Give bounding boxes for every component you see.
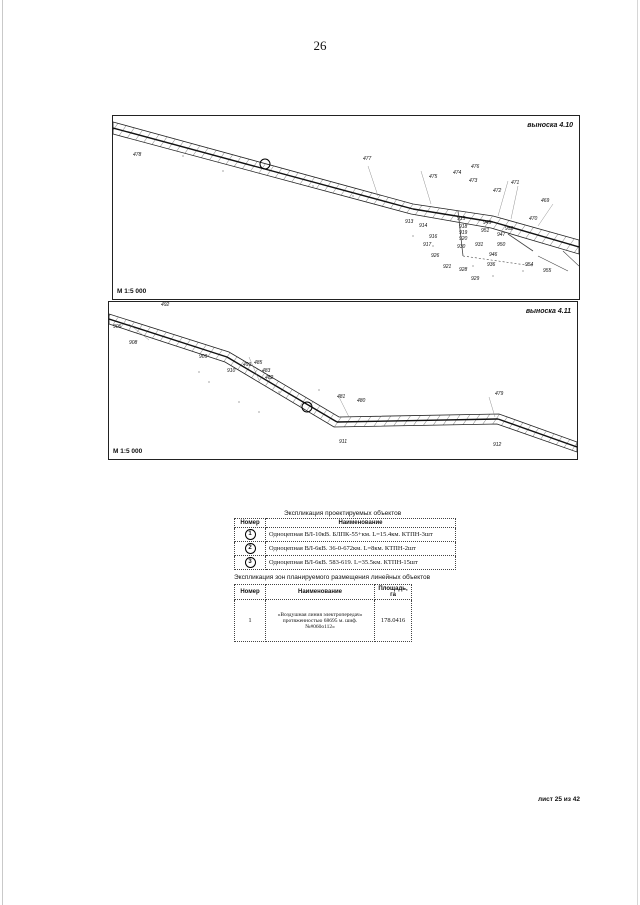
row-name: Одноцепная ВЛ-10кВ. БЛПК-55+км. L=15.4км. КТПН-3шт [266,528,456,542]
point-label: 919 [459,230,468,236]
point-label: 921 [443,264,452,270]
row-name: Одноцепная ВЛ-6кВ. 583-619. L=35.5км. КТПН-15шт [266,556,456,570]
point-label: 471 [511,180,520,186]
point-label: 911 [339,439,347,445]
point-label: 928 [459,267,468,273]
point-label: 915 [457,216,466,222]
point-label: 955 [543,268,552,274]
page-number: 26 [313,38,327,53]
row-number-badge: 1 [245,529,256,540]
point-label: 914 [419,223,428,229]
point-label: 936 [487,262,496,268]
scan-edge-right [637,0,638,905]
point-label: 491 [243,362,252,368]
point-label: 479 [495,391,504,397]
point-label: 470 [529,216,538,222]
table-row [235,542,456,556]
point-label: 946 [489,252,498,258]
table2 [234,584,412,642]
table-row [235,556,456,570]
map-inset-4-10 [112,115,580,300]
point-label: 920 [459,236,468,242]
table2-header-name: Наименование [266,585,375,600]
point-label: 910 [227,368,236,374]
table1-title: Экспликация проектируемых объектов [284,510,402,517]
table-row [235,600,412,642]
scale-label: М 1:5 000 [117,288,147,295]
table1-header-num: Номер [235,519,266,528]
point-label: 483 [262,368,271,374]
point-label: 906 [113,324,122,330]
point-label: 950 [497,242,506,248]
point-label: 469 [541,198,550,204]
point-label: 945 [483,220,492,226]
point-label: 916 [429,234,438,240]
point-label: 482 [265,375,274,381]
point-label: 478 [133,152,142,158]
point-label: 480 [357,398,366,404]
point-label: 947 [497,232,506,238]
point-label: 476 [471,164,480,170]
row-name: Одноцепная ВЛ-6кВ. 36-0-672км. L=8км. КТПН-2шт [266,542,456,556]
point-label: 481 [337,394,346,400]
point-label: 952 [505,226,514,232]
table1 [234,518,456,570]
scan-edge-left [2,0,3,905]
table-row [235,528,456,542]
row-number: 1 [235,600,266,642]
point-label: 908 [129,340,138,346]
point-label: 477 [363,156,372,162]
point-label: 474 [453,170,462,176]
point-label: 917 [423,242,432,248]
point-label: 472 [493,188,502,194]
callout-label: выноска 4.10 [527,122,573,129]
map-drawing [109,302,577,459]
row-number-badge: 3 [245,557,256,568]
table1-header-name: Наименование [266,519,456,528]
point-label: 909 [199,354,208,360]
point-label: 913 [405,219,414,225]
point-label: 931 [475,242,484,248]
point-label: 918 [459,224,468,230]
table2-header-num: Номер [235,585,266,600]
point-label: 954 [525,262,534,268]
table2-title: Экспликация зон планируемого размещения линейных объектов [234,574,431,581]
point-label: 485 [254,360,263,366]
callout-label: выноска 4.11 [525,308,571,315]
point-label: 912 [493,442,502,448]
row-name: «Воздушная линия электропередач» протяженностью 68695 м. шиф.№#060о112» [266,600,375,642]
table2-header-area: Площадь, га [375,585,412,600]
point-label: 492 [161,302,170,308]
sheet-number: лист 25 из 42 [537,796,580,803]
point-label: 926 [431,253,440,259]
point-label: 473 [469,178,478,184]
point-label: 951 [481,228,490,234]
scale-label: М 1:5 000 [113,448,143,455]
point-label: 929 [471,276,480,282]
map-drawing [113,116,579,299]
row-area: 178.0416 [375,600,412,642]
map-inset-4-11 [108,301,578,460]
row-number-badge: 2 [245,543,256,554]
point-label: 475 [429,174,438,180]
point-label: 930 [457,244,466,250]
